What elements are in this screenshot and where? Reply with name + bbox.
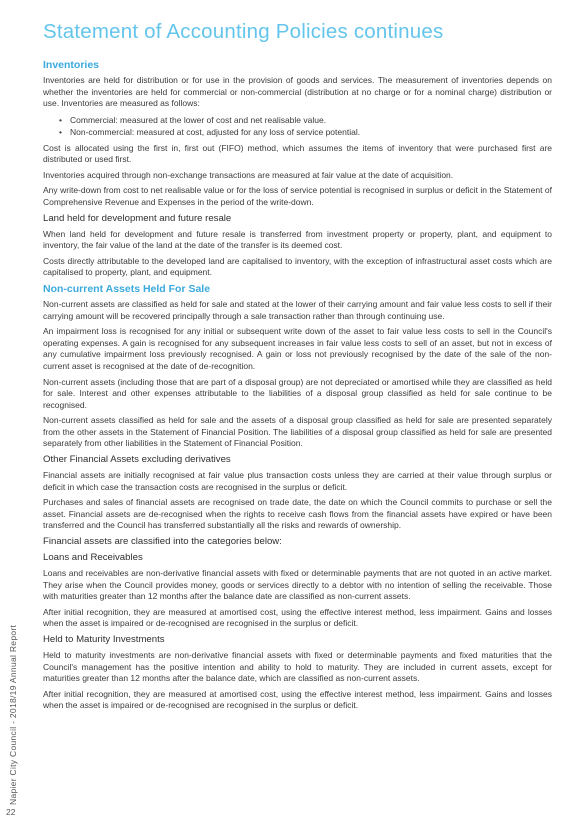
- land-paragraph-2: Costs directly attributable to the developed land are capitalised to inventory, with the exception of infrastructural asset costs which are capitalised to property, plant, and equipment.: [43, 255, 552, 278]
- htm-paragraph-1: Held to maturity investments are non-derivative financial assets with fixed or determinable payments and fixed maturities that the Council's management has the positive intention and ability to hold to maturity. They are included in current assets, except for maturities greater than 12 months after the balance date, which are classified as non-current assets.: [43, 650, 552, 684]
- noncurrent-paragraph-3: Non-current assets (including those that are part of a disposal group) are not depreciated or amortised while they are classified as held for sale. Interest and other expenses attributable to the liabilities of a disposal group classified as held for sale continue to be recognised.: [43, 376, 552, 410]
- page-number: 22: [6, 807, 16, 817]
- noncurrent-paragraph-4: Non-current assets classified as held for sale and the assets of a disposal group classified as held for sale are presented separately from the other assets in the Statement of Financial Position. The liabilities of a disposal group classified as held for sale are presented separately from other liabilities in the Statement of Financial Position.: [43, 415, 552, 449]
- other-financial-paragraph-1: Financial assets are initially recognised at fair value plus transaction costs unless they are carried at their value through surplus or deficit in which case the transaction costs are recognised in the surplus or deficit.: [43, 470, 552, 492]
- page-title: Statement of Accounting Policies continues: [43, 20, 444, 43]
- report-side-label: Napier City Council - 2018/19 Annual Report: [8, 624, 18, 805]
- land-paragraph-1: When land held for development and future resale is transferred from investment property or property, plant, and equipment to inventory, the fair value of the land at the date of the transfer is its deemed cost.: [43, 228, 552, 251]
- loans-heading: Loans and Receivables: [43, 552, 143, 564]
- loans-paragraph-1: Loans and receivables are non-derivative financial assets with fixed or determinable payments that are not quoted in an active market. They arise when the Council provides money, goods or services directly to a debtor with no intention of selling the receivable. Those with maturities greater than 12 months after the balance date are classified as non-current assets.: [43, 568, 552, 602]
- bullet-non-commercial: • Non-commercial: measured at cost, adjusted for any loss of service potential.: [59, 126, 552, 138]
- noncurrent-heading: Non-current Assets Held For Sale: [43, 282, 211, 295]
- loans-paragraph-2: After initial recognition, they are measured at amortised cost, using the effective interest method, less impairment. Gains and losses when the asset is impaired or de-recognised are recognised in the surplus or deficit.: [43, 606, 552, 629]
- other-financial-heading: Other Financial Assets excluding derivatives: [43, 454, 231, 466]
- bullet-commercial: • Commercial: measured at the lower of cost and net realisable value.: [59, 114, 552, 126]
- inventories-paragraph-2: Cost is allocated using the first in, first out (FIFO) method, which assumes the items of inventory that were purchased first are distributed or used first.: [43, 142, 552, 165]
- document-body: [43, 56, 552, 716]
- inventories-bullet-list: [43, 114, 552, 139]
- land-heading: Land held for development and future resale: [43, 212, 232, 224]
- inventories-paragraph-4: Any write-down from cost to net realisable value or for the loss of service potential is recognised in surplus or deficit in the Statement of Comprehensive Revenue and Expenses in the period of the write-down.: [43, 185, 552, 207]
- noncurrent-paragraph-1: Non-current assets are classified as held for sale and stated at the lower of their carrying amount and fair value less costs to sell if their carrying amount will be recovered principally through a sale transaction rather than through continuing use.: [43, 298, 552, 321]
- noncurrent-paragraph-2: An impairment loss is recognised for any initial or subsequent write down of the asset to fair value less costs to sell in the Council's operating expenses. A gain is recognised for any subsequent increases in fair value less costs to sell of an asset, but not in excess of any cumulative impairment loss previously recognised. A gain or loss not previously recognised by the date of the sale of the non-current asset is recognised at the date of de-recognition.: [43, 326, 552, 371]
- other-financial-paragraph-2: Purchases and sales of financial assets are recognised on trade date, the date on which the Council commits to purchase or sell the asset. Financial assets are de-recognised when the rights to receive cash flows from the financial assets have expired or have been transferred and the Council has transferred substantially all the risks and rewards of ownership.: [43, 497, 552, 531]
- htm-paragraph-2: After initial recognition, they are measured at amortised cost, using the effective interest method, less impairment. Gains and losses when the asset is impaired or de-recognised are recognised in the surplus or deficit.: [43, 688, 552, 711]
- inventories-heading: Inventories: [43, 59, 100, 71]
- inventories-paragraph-1: Inventories are held for distribution or for use in the provision of goods and services. The measurement of inventories depends on whether the inventories are held for commercial or non-commercial (distribution at no charge or for a nominal charge) distribution or use. Inventories are measured as follows:: [43, 75, 552, 109]
- classified-heading: Financial assets are classified into the categories below:: [43, 536, 282, 548]
- inventories-paragraph-3: Inventories acquired through non-exchange transactions are measured at fair value at the date of acquisition.: [43, 169, 454, 180]
- htm-heading: Held to Maturity Investments: [43, 634, 165, 645]
